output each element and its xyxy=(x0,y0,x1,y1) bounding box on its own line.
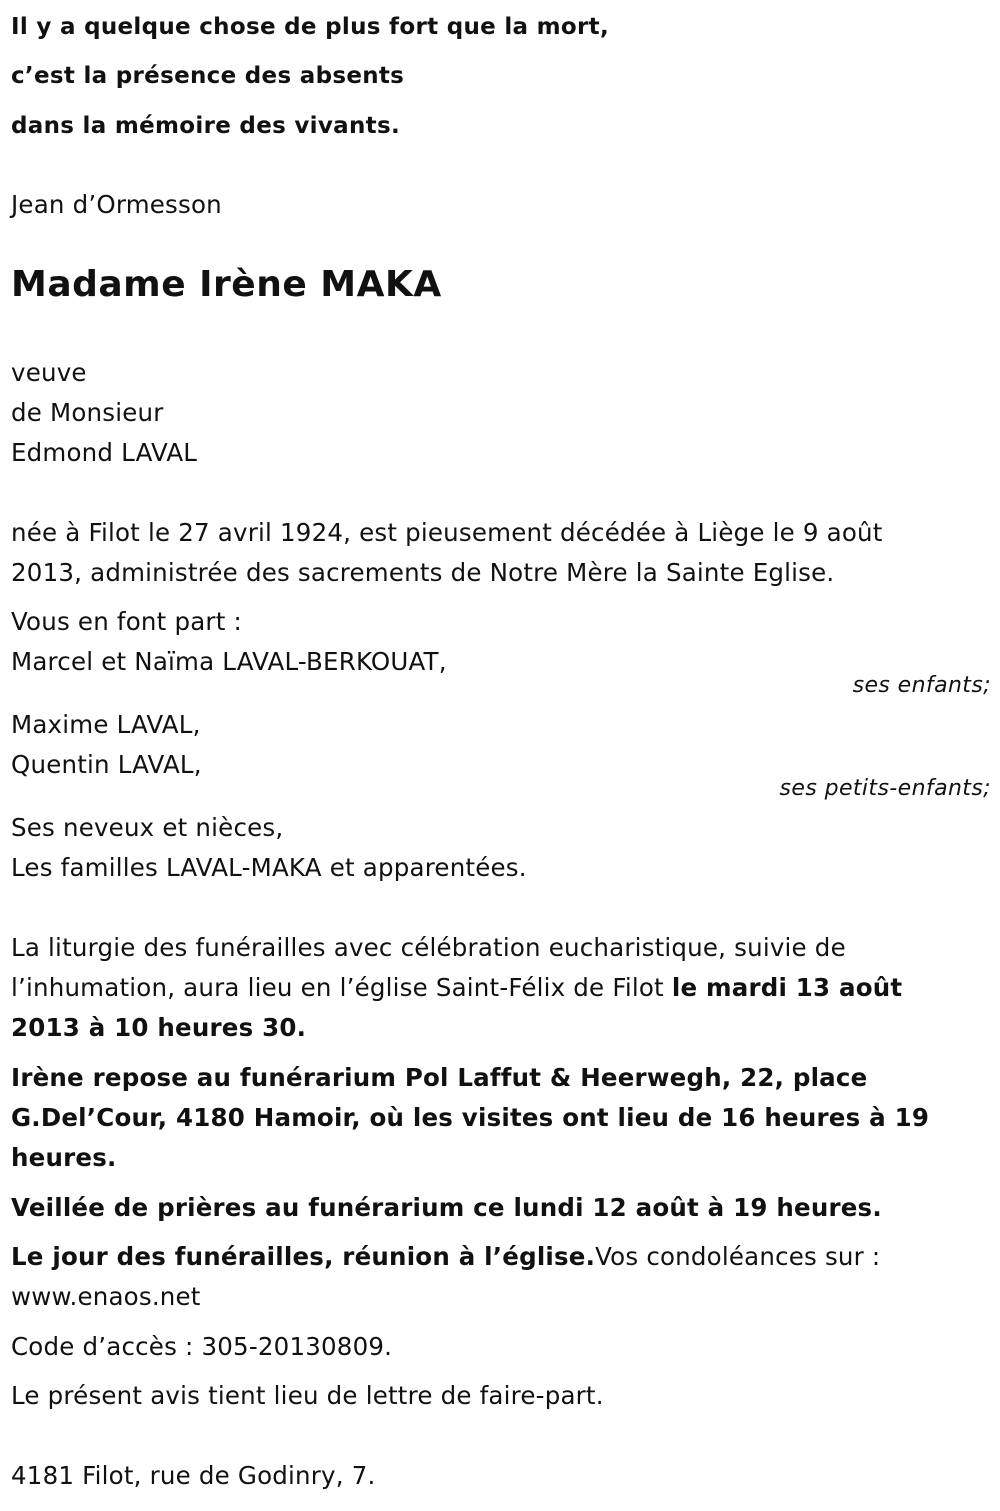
grandchildren-label: ses petits-enfants; xyxy=(779,776,991,801)
quote-line-2: c’est la présence des absents xyxy=(11,63,405,89)
ceremony-location-text: l’inhumation, aura lieu en l’église Saint-Félix de Filot xyxy=(11,973,672,1002)
widow-line-1: veuve xyxy=(11,358,87,387)
others-line-1: Ses neveux et nièces, xyxy=(11,813,284,842)
grandchildren-line-2: Quentin LAVAL, xyxy=(11,750,202,779)
quote-line-3: dans la mémoire des vivants. xyxy=(11,113,400,139)
children-label: ses enfants; xyxy=(852,673,991,698)
family-intro: Vous en font part : xyxy=(11,607,242,636)
children-line-1: Marcel et Naïma LAVAL-BERKOUAT, xyxy=(11,647,447,676)
repose-line-1: Irène repose au funérarium Pol Laffut & Heerwegh, 22, place xyxy=(11,1063,868,1092)
quote-author: Jean d’Ormesson xyxy=(11,190,222,219)
notice-text: Le présent avis tient lieu de lettre de faire-part. xyxy=(11,1381,604,1410)
biography-line-2: 2013, administrée des sacrements de Notre Mère la Sainte Eglise. xyxy=(11,558,835,587)
widow-line-3: Edmond LAVAL xyxy=(11,438,198,467)
vigil-line: Veillée de prières au funérarium ce lundi 12 août à 19 heures. xyxy=(11,1193,882,1222)
others-line-2: Les familles LAVAL-MAKA et apparentées. xyxy=(11,853,527,882)
widow-line-2: de Monsieur xyxy=(11,398,164,427)
website-link[interactable]: www.enaos.net xyxy=(11,1282,201,1311)
access-code: Code d’accès : 305-20130809. xyxy=(11,1332,393,1361)
ceremony-line-3: 2013 à 10 heures 30. xyxy=(11,1013,307,1042)
ceremony-date-bold: le mardi 13 août xyxy=(671,973,903,1002)
quote-line-1: Il y a quelque chose de plus fort que la mort, xyxy=(11,14,609,40)
ceremony-line-2 xyxy=(11,973,902,1003)
website-line xyxy=(11,1282,201,1312)
biography-line-1: née à Filot le 27 avril 1924, est pieusement décédée à Liège le 9 août xyxy=(11,518,883,547)
condolences-text: Vos condoléances sur : xyxy=(595,1242,881,1271)
address-text: 4181 Filot, rue de Godinry, 7. xyxy=(11,1461,376,1490)
meeting-line xyxy=(11,1242,880,1272)
grandchildren-line-1: Maxime LAVAL, xyxy=(11,710,201,739)
meeting-bold: Le jour des funérailles, réunion à l’église. xyxy=(11,1242,596,1271)
repose-line-3: heures. xyxy=(11,1143,117,1172)
ceremony-line-1: La liturgie des funérailles avec célébration eucharistique, suivie de xyxy=(11,933,846,962)
deceased-name: Madame Irène MAKA xyxy=(11,264,442,305)
repose-line-2: G.Del’Cour, 4180 Hamoir, où les visites ont lieu de 16 heures à 19 xyxy=(11,1103,930,1132)
